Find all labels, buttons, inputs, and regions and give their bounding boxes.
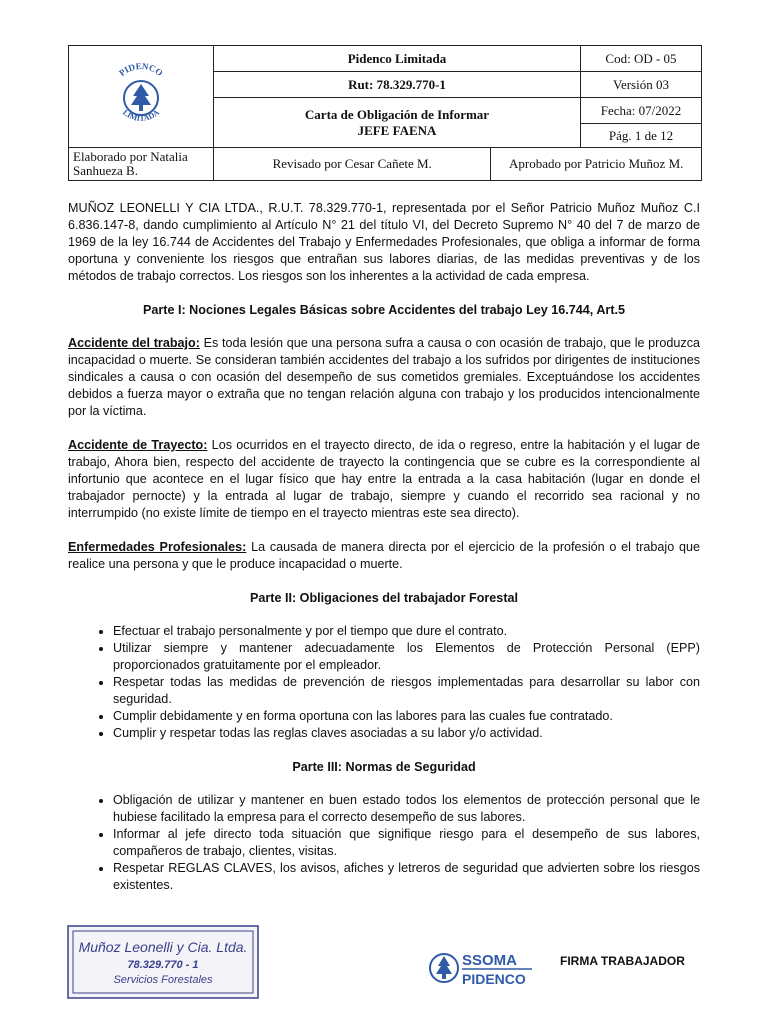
aprobado-por: Aprobado por Patricio Muñoz M. (491, 148, 702, 181)
part3-list (68, 792, 700, 894)
logo-text-top: PIDENCO (117, 61, 165, 78)
revisado-por: Revisado por Cesar Cañete M. (214, 148, 491, 181)
definition-enfermedades (68, 539, 700, 573)
term-accidente-trabajo: Accidente del trabajo: (68, 336, 200, 350)
doc-title-line2: JEFE FAENA (357, 122, 437, 138)
logo-text-bottom: LIMITADA (121, 107, 161, 123)
definition-accidente-trabajo (68, 335, 700, 420)
list-item: • Informar al jefe directo toda situación que signifique riesgo para el desempeño de sus labores, compañeros de trabajo, clientes, visitas. (113, 826, 700, 860)
stamp-line1: Muñoz Leonelli y Cia. Ltda. (78, 939, 248, 955)
part2-title: Parte II: Obligaciones del trabajador Forestal (249, 591, 519, 605)
firma-trabajador-label: FIRMA TRABAJADOR (560, 954, 685, 968)
ssoma-pidenco-logo (428, 946, 540, 990)
svg-text:PIDENCO (117, 62, 165, 78)
list-item: • Respetar REGLAS CLAVES, los avisos, afiches y letreros de seguridad que advierten sobre los riesgos existentes. (113, 860, 700, 894)
pidenco-logo (106, 62, 176, 128)
company-stamp (64, 922, 262, 1002)
doc-version: Versión 03 (581, 72, 702, 98)
part1-title: Parte I: Nociones Legales Básicas sobre Accidentes del trabajo Ley 16.744, Art.5 (142, 303, 626, 317)
list-item: • Efectuar el trabajo personalmente y por el tiempo que dure el contrato. (113, 623, 700, 640)
stamp-line3: Servicios Forestales (113, 974, 213, 986)
definition-accidente-trayecto (68, 437, 700, 522)
intro-paragraph: MUÑOZ LEONELLI Y CIA LTDA., R.U.T. 78.329.770-1, representada por el Señor Patricio Muñoz Muñoz C.I 6.836.147-8, dando cumplimiento al Artículo N° 21 del título VI, del Decreto Supremo N° 40 del 7 de marzo de 1969 de la ley 16.744 de Accidentes del Trabajo y Enfermedades Profesionales, que obliga a informar de forma oportuna y conveniente los riesgos que entrañan sus labores diarias, de las medidas preventivas y de los métodos de trabajo correctos. Los riesgos son los inherentes a la actividad de cada empresa. (68, 201, 700, 283)
doc-page: Pág. 1 de 12 (581, 124, 702, 148)
document-body (68, 200, 700, 911)
term-accidente-trayecto: Accidente de Trayecto: (68, 438, 208, 452)
def-accidente-trayecto-text: Los ocurridos en el trayecto directo, de ida o regreso, entre la habitación y el lugar de trabajo, Ahora bien, respecto del accidente de trayecto la contingencia que se cubre es la correspondiente al infortunio que acontece en el lugar físico que hay entre la entrada a la casa habitación (lugar en donde el trabajador pernocte) y la entrada al lugar de trabajo, siempre y cuando el recorrido sea racional y no interrumpido (no existe límite de tiempo en el trayecto mientras este sea directo). (68, 438, 700, 520)
company-logo-cell (69, 46, 214, 148)
doc-title (214, 98, 581, 148)
elaborado-por: Elaborado por Natalia Sanhueza B. (69, 148, 214, 181)
company-rut: Rut: 78.329.770-1 (214, 72, 581, 98)
list-item: • Respetar todas las medidas de prevención de riesgos implementadas para desarrollar su labor con seguridad. (113, 674, 700, 708)
doc-code: Cod: OD - 05 (581, 46, 702, 72)
pidenco-text: PIDENCO (462, 971, 526, 987)
doc-date: Fecha: 07/2022 (581, 98, 702, 124)
doc-title-line1: Carta de Obligación de Informar (304, 106, 490, 122)
document-header-table (68, 45, 702, 181)
part3-title: Parte III: Normas de Seguridad (292, 760, 476, 774)
list-item: • Cumplir debidamente y en forma oportuna con las labores para las cuales fue contratado. (113, 708, 700, 725)
list-item: • Utilizar siempre y mantener adecuadamente los Elementos de Protección Personal (EPP) proporcionados gratuitamente por el empleador. (113, 640, 700, 674)
stamp-line2: 78.329.770 - 1 (127, 959, 199, 971)
def-accidente-trabajo-text: Es toda lesión que una persona sufra a causa o con ocasión de trabajo, que le produzca incapacidad o muerte. Se consideran también accidentes del trabajo a los sufridos por dirigentes de instituciones sindicales a causa o con ocasión del desempeño de sus cometidos gremiales. Exceptuándose los accidentes debidos a fuerza mayor o extraña que no tengan relación alguna con trabajo y los producidos intencionalmente por la víctima. (68, 336, 700, 418)
def-enfermedades-text: La causada de manera directa por el ejercicio de la profesión o el trabajo que realice una persona y que le produce incapacidad o muerte. (68, 540, 700, 571)
company-name: Pidenco Limitada (214, 46, 581, 72)
term-enfermedades: Enfermedades Profesionales: (68, 540, 247, 554)
list-item: • Obligación de utilizar y mantener en buen estado todos los elementos de protección personal que le hubiese facilitado la empresa para el correcto desempeño de sus labores. (113, 792, 700, 826)
part2-list (68, 623, 700, 742)
ssoma-text: SSOMA (462, 952, 518, 969)
list-item: • Cumplir y respetar todas las reglas claves asociadas a su labor y/o actividad. (113, 725, 700, 742)
